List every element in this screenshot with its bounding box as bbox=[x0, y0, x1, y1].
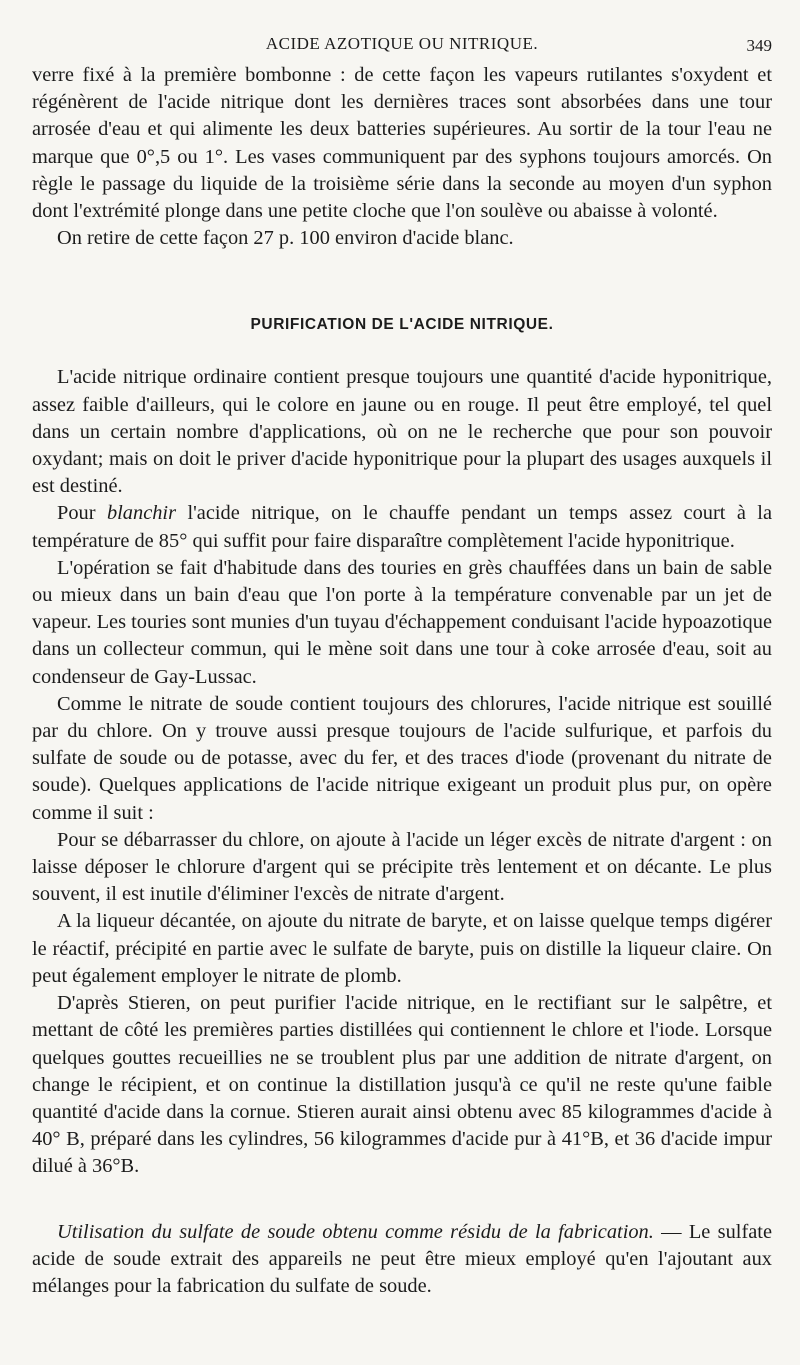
paragraph-continued: verre fixé à la première bombonne : de cette façon les vapeurs rutilantes s'oxydent et régénèrent de l'acide nitrique dont les dernières traces sont absorbées dans une tour arrosée d'eau et qui alimente les deux batteries supérieures. Au sortir de la tour l'eau ne marque que 0°,5 ou 1°. Les vases communiquent par des syphons toujours amorcés. On règle le passage du liquide de la troisième série dans la seconde au moyen d'un syphon dont l'extrémité plonge dans une petite cloche que l'on soulève ou abaisse à volonté. bbox=[32, 64, 772, 223]
bleaching-term: blanchir bbox=[106, 502, 177, 525]
paragraph-operation: L'opération se fait d'habitude dans des touries en grès chauffées dans un bain de sable ou mieux dans un bain d'eau que l'on porte à la température convenable par un jet de vapeur. Les touries sont munies d'un tuyau d'échappement conduisant l'acide hypoazotique dans un collecteur commun, qui le mène soit dans une tour à coke arrosée d'eau, soit au condenseur de Gay-Lussac. bbox=[32, 556, 772, 688]
bleaching-rest: l'acide nitrique, on le chauffe pendant un temps assez court à la température de 85° qui suffit pour faire disparaître complètement l'acide hyponitrique. bbox=[32, 502, 772, 552]
paragraph-stieren: D'après Stieren, on peut purifier l'acide nitrique, en le rectifiant sur le salpêtre, et mettant de côté les premières parties distillées qui contiennent le chlore et l'iode. Lorsque quelques gouttes recueillies ne se troublent plus par une addition de nitrate d'argent, on change le récipient, et on continue la distillation jusqu'à ce qu'il ne reste qu'une faible quantité d'acide dans la cornue. Stieren aurait ainsi obtenu avec 85 kilogrammes d'acide à 40° B, préparé dans les cylindres, 56 kilogrammes d'acide pur à 41°B, et 36 d'acide impur dilué à 36°B. bbox=[32, 992, 772, 1178]
paragraph-yield: On retire de cette façon 27 p. 100 environ d'acide blanc. bbox=[57, 227, 514, 250]
utilisation-title: Utilisation du sulfate de soude obtenu comme résidu de la fabrication. bbox=[57, 1220, 654, 1243]
paragraph-chlorine-removal: Pour se débarrasser du chlore, on ajoute à l'acide un léger excès de nitrate d'argent : on laisse déposer le chlorure d'argent qui se précipite très lentement et on décante. Le plus souvent, il est inutile d'éliminer l'excès de nitrate d'argent. bbox=[32, 828, 772, 906]
book-page bbox=[32, 0, 772, 1300]
running-head bbox=[32, 0, 772, 62]
utilisation-text: — Le sulfate acide de soude extrait des appareils ne peut être mieux employé qu'en l'ajoutant aux mélanges pour la fabrication du sulfate de soude. bbox=[32, 1220, 773, 1297]
paragraph-utilisation bbox=[32, 1219, 772, 1301]
paragraph-baryte: A la liqueur décantée, on ajoute du nitrate de baryte, et on laisse quelque temps digérer le réactif, précipité en partie avec le sulfate de baryte, puis on distille la liqueur claire. On peut également employer le nitrate de plomb. bbox=[32, 910, 772, 987]
paragraph-chlorides: Comme le nitrate de soude contient toujours des chlorures, l'acide nitrique est souillé par du chlore. On y trouve aussi presque toujours de l'acide sulfurique, et parfois du sulfate de soude ou de potasse, avec du fer, et des traces d'iode (provenant du nitrate de soude). Quelques applications de l'acide nitrique exigeant un produit plus pur, on opère comme il suit : bbox=[32, 692, 772, 824]
running-title: ACIDE AZOTIQUE OU NITRIQUE. bbox=[265, 34, 539, 53]
paragraph-bleaching bbox=[32, 500, 772, 554]
page-number: 349 bbox=[746, 36, 772, 55]
section-heading: PURIFICATION DE L'ACIDE NITRIQUE. bbox=[250, 316, 554, 334]
paragraph-impurity: L'acide nitrique ordinaire contient presque toujours une quantité d'acide hyponitrique, assez faible d'ailleurs, qui le colore en jaune ou en rouge. Il peut être employé, tel quel dans un certain nombre d'applications, où on ne le recherche que pour son pouvoir oxydant; mais on doit le priver d'acide hyponitrique pour la plupart des usages auxquels il est destiné. bbox=[32, 366, 772, 498]
bleaching-lead: Pour bbox=[57, 502, 107, 525]
